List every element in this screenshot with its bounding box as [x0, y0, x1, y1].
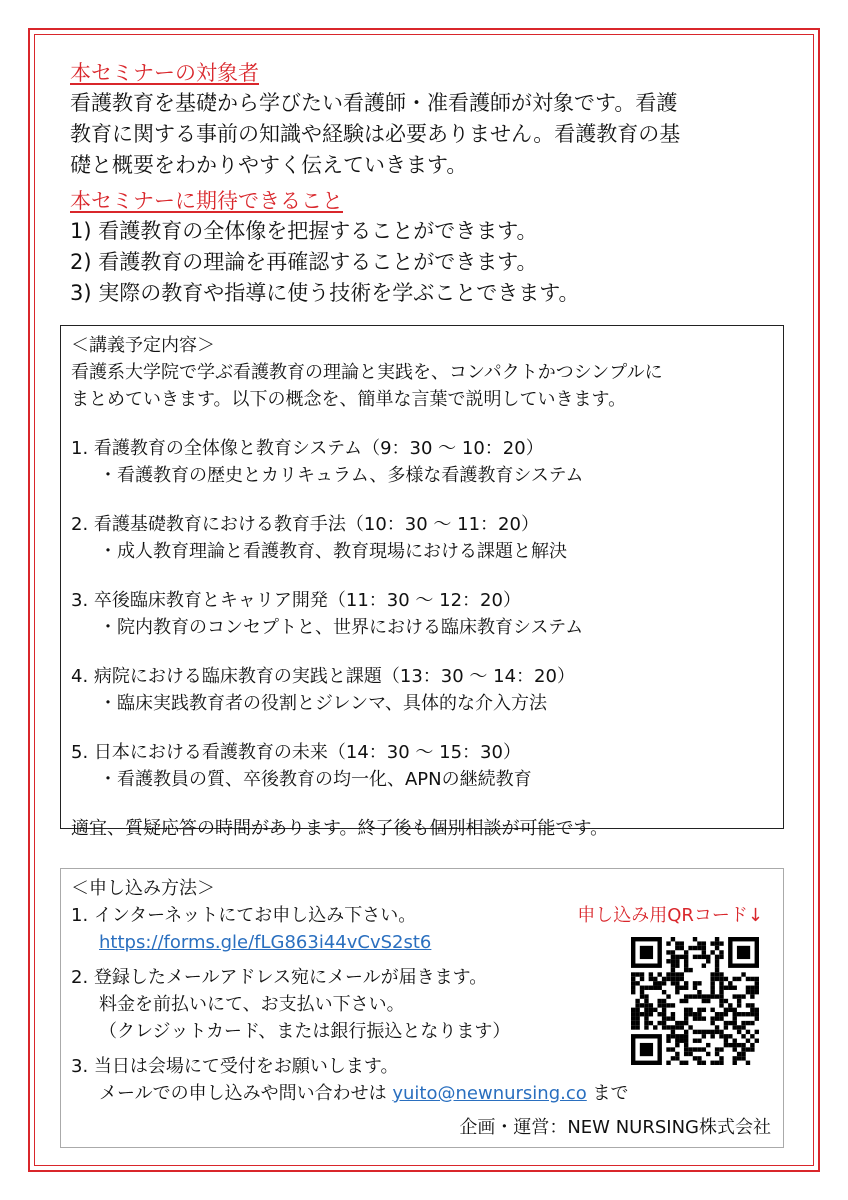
lecture-item-3-sub: ・院内教育のコンセプトと、世界における臨床教育システム — [99, 617, 584, 638]
lecture-item-4-sub: ・臨床実践教育者の役割とジレンマ、具体的な介入方法 — [99, 693, 548, 714]
expectations-heading: 本セミナーに期待できること — [70, 189, 343, 213]
target-audience-line-1: 看護教育を基礎から学びたい看護師・准看護師が対象です。看護 — [70, 91, 678, 115]
lecture-item-1-sub: ・看護教育の歴史とカリキュラム、多様な看護教育システム — [99, 465, 584, 486]
lecture-item-4-title: 4. 病院における臨床教育の実践と課題（13：30 〜 14：20） — [71, 666, 575, 687]
lecture-item-3-title: 3. 卒後臨床教育とキャリア開発（11：30 〜 12：20） — [71, 590, 521, 611]
lecture-item-2-sub: ・成人教育理論と看護教育、教育現場における課題と解決 — [99, 541, 567, 562]
lecture-intro-2: まとめていきます。以下の概念を、簡単な言葉で説明していきます。 — [71, 389, 627, 410]
contact-prefix: メールでの申し込みや問い合わせは — [99, 1083, 387, 1104]
lecture-closing: 適宜、質疑応答の時間があります。終了後も個別相談が可能です。 — [71, 818, 609, 839]
lecture-item-5-sub: ・看護教員の質、卒後教育の均一化、APNの継続教育 — [99, 769, 532, 790]
application-step-3-line-2 — [71, 1080, 775, 1107]
lecture-intro-1: 看護系大学院で学ぶ看護教育の理論と実践を、コンパクトかつシンプルに — [71, 362, 663, 383]
application-step-2-line-2: 料金を前払いにて、お支払い下さい。 — [99, 994, 405, 1015]
contact-email-link[interactable]: yuito@newnursing.co — [392, 1083, 587, 1104]
application-step-3: 3. 当日は会場にて受付をお願いします。 — [71, 1056, 399, 1077]
qr-code-label: 申し込み用QRコード↓ — [577, 905, 763, 926]
application-step-1: 1. インターネットにてお申し込み下さい。 — [71, 905, 417, 926]
target-audience-line-3: 礎と概要をわかりやすく伝えていきます。 — [70, 153, 468, 177]
lecture-item-1-title: 1. 看護教育の全体像と教育システム（9：30 〜 10：20） — [71, 438, 544, 459]
organizer-credit: 企画・運営：NEW NURSING株式会社 — [459, 1117, 771, 1138]
target-audience-line-2: 教育に関する事前の知識や経験は必要ありません。看護教育の基 — [70, 122, 681, 146]
qr-code-image[interactable] — [631, 937, 759, 1065]
expectation-item-2: 2) 看護教育の理論を再確認することができます。 — [70, 250, 538, 274]
application-step-2-line-3: （クレジットカード、または銀行振込となります） — [99, 1021, 511, 1042]
target-audience-section — [70, 58, 770, 181]
lecture-box — [60, 325, 784, 839]
application-step-2: 2. 登録したメールアドレス宛にメールが届きます。 — [71, 967, 488, 988]
expectations-section — [70, 186, 770, 309]
application-title: ＜申し込み方法＞ — [71, 878, 215, 899]
target-audience-heading: 本セミナーの対象者 — [70, 61, 259, 85]
expectation-item-1: 1) 看護教育の全体像を把握することができます。 — [70, 219, 538, 243]
application-box — [60, 868, 784, 1148]
expectation-item-3: 3) 実際の教育や指導に使う技術を学ぶことできます。 — [70, 281, 580, 305]
lecture-item-2-title: 2. 看護基礎教育における教育手法（10：30 〜 11：20） — [71, 514, 539, 535]
lecture-item-5-title: 5. 日本における看護教育の未来（14：30 〜 15：30） — [71, 742, 521, 763]
application-form-link[interactable]: https://forms.gle/fLG863i44vCvS2st6 — [99, 932, 432, 953]
contact-suffix: まで — [592, 1083, 629, 1104]
lecture-title: ＜講義予定内容＞ — [71, 335, 215, 356]
